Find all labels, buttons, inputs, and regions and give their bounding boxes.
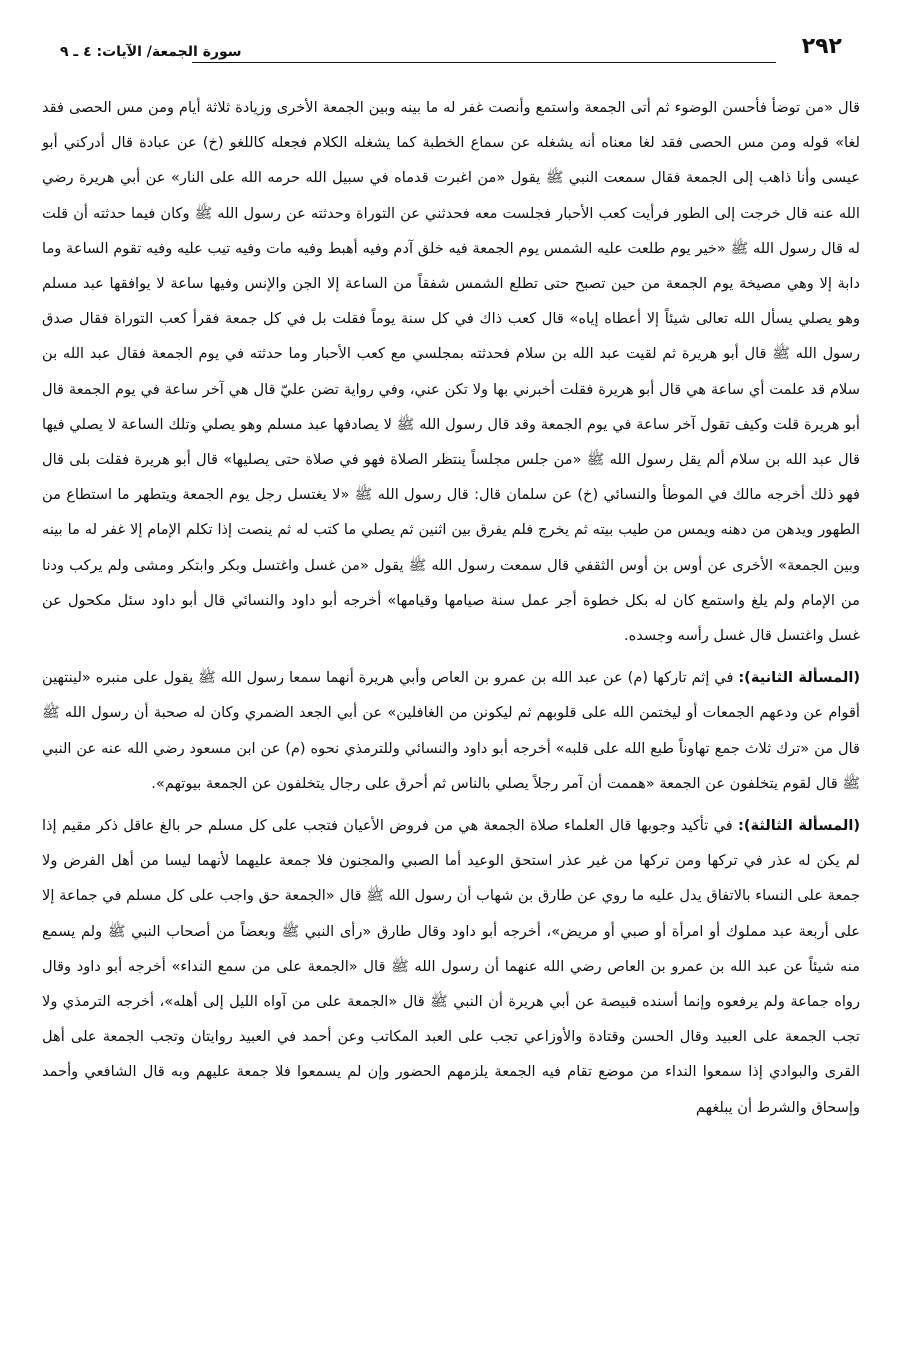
paragraph-text: في تأكيد وجوبها قال العلماء صلاة الجمعة هي من فروض الأعيان فتجب على كل مسلم حر بالغ عاقل ذكر مقيم إذا لم يكن له عذر في تركها ومن تركها من غير عذر استحق الوعيد أما الصبي والمجنون فلا جمعة عليهما لأنهما ليسا من أهل الفرض ولا جمعة على النساء بالاتفاق يدل عليه ما روي عن طارق بن شهاب أن رسول الله ﷺ قال «الجمعة حق واجب على كل مسلم في جماعة إلا على أربعة عبد مملوك أو امرأة أو صبي أو مريض»، أخرجه أبو داود وقال طارق «رأى النبي ﷺ وبعضاً من أصحاب النبي ﷺ ولم يسمع منه شيئاً عن عبد الله بن عمرو بن العاص رضي الله عنهما أن رسول الله ﷺ قال «الجمعة على من سمع النداء» أخرجه أبو داود وقال رواه جماعة ولم يرفعوه وإنما أسنده قبيصة عن أبي هريرة أن النبي ﷺ قال «الجمعة على من آواه الليل إلى أهله»، أخرجه الترمذي ولا تجب الجمعة على العبيد وقال الحسن وقتادة والأوزاعي تجب على العبد المكاتب وعن أحمد في العبيد روايتان وتجب الجمعة على أهل القرى والبوادي إذا سمعوا النداء من موضع تقام فيه الجمعة يلزمهم الحضور وإن لم يسمعوا فلا جمعة عليهم وبه قال الشافعي وأحمد وإسحاق والشرط أن يبلغهم [42,817,860,1116]
paragraph-second-issue [42,660,860,801]
running-head: سورة الجمعة/ الآيات: ٤ ـ ٩ [60,44,242,60]
paragraph-hadith-friday [42,90,860,653]
issue-heading: (المسألة الثالثة): [737,817,861,835]
page-header [42,30,860,68]
issue-heading: (المسألة الثانية): [738,669,861,687]
paragraph-third-issue [42,808,860,1125]
paragraph-text: في إثم تاركها (م) عن عبد الله بن عمرو بن العاص وأبي هريرة أنهما سمعا رسول الله ﷺ يقول على منبره «لينتهين أقوام عن ودعهم الجمعات أو ليختمن الله على قلوبهم ثم ليكونن من الغافلين» عن أبي الجعد الضمري وكان له صحبة أن رسول الله ﷺ قال من «ترك ثلاث جمع تهاوناً طبع الله على قلبه» أخرجه أبو داود والنسائي وللترمذي نحوه (م) عن ابن مسعود رضي الله عنه عن النبي ﷺ قال لقوم يتخلفون عن الجمعة «هممت أن آمر رجلاً يصلي بالناس ثم أحرق على رجال يتخلفون عن الجمعة بيوتهم». [42,669,860,792]
header-rule [192,62,776,63]
paragraph-text: قال «من توضأ فأحسن الوضوء ثم أتى الجمعة واستمع وأنصت غفر له ما بينه وبين الجمعة الأخرى وزيادة ثلاثة أيام ومن مس الحصى فقد لغا» قوله ومن مس الحصى فقد لغا معناه أنه يشغله عن سماع الخطبة كما يشغله الكلام فجعله كاللغو (خ) عن عبادة قال أدركني أبو عيسى وأنا ذاهب إلى الجمعة فقال سمعت النبي ﷺ يقول «من اغبرت قدماه في سبيل الله حرمه الله على النار» عن أبي هريرة رضي الله عنه قال خرجت إلى الطور فرأيت كعب الأحبار فجلست معه فحدثني عن التوراة وحدثته عن رسول الله ﷺ وكان فيما حدثته أن قلت له قال رسول الله ﷺ «خير يوم طلعت عليه الشمس يوم الجمعة فيه خلق آدم وفيه أهبط وفيه مات وفيه تيب عليه وفيه تقوم الساعة وما دابة إلا وهي مصيخة يوم الجمعة من حين تصبح حتى تطلع الشمس شفقاً من الساعة إلا الجن والإنس وفيها ساعة لا يوافقها عبد مسلم وهو يصلي يسأل الله تعالى شيئاً إلا أعطاه إياه» قال كعب ذاك في كل سنة يوماً فقلت بل في كل جمعة فقرأ كعب التوراة فقال صدق رسول الله ﷺ قال أبو هريرة ثم لقيت عبد الله بن سلام فحدثته بمجلسي مع كعب الأحبار وما حدثته في يوم الجمعة فقال عبد الله بن سلام قد علمت أي ساعة هي قال أبو هريرة فقلت أخبرني بها ولا تكن عني، وفي رواية تضن عليّ قال هي آخر ساعة في يوم الجمعة قال أبو هريرة قلت وكيف تقول آخر ساعة في يوم الجمعة وقد قال رسول الله ﷺ لا يصادفها عبد مسلم وهو يصلي وتلك الساعة لا يصلي فيها قال عبد الله بن سلام ألم يقل رسول الله ﷺ «من جلس مجلساً ينتظر الصلاة فهو في صلاة حتى يصليها» قال أبو هريرة فقلت بلى قال فهو ذلك أخرجه مالك في الموطأ والنسائي (خ) عن سلمان قال: قال رسول الله ﷺ «لا يغتسل رجل يوم الجمعة ويتطهر ما استطاع من الطهور ويدهن من دهنه ويمس من طيب بيته ثم يخرج فلم يفرق بين اثنين ثم يصلي ما كتب له ثم ينصت إذا تكلم الإمام إلا غفر له ما بينه وبين الجمعة» الأخرى عن أوس بن أوس الثقفي قال سمعت رسول الله ﷺ يقول «من غسل واغتسل وبكر وابتكر ومشى ولم يركب ودنا من الإمام ولم يلغ واستمع كان له بكل خطوة أجر عمل سنة صيامها وقيامها» أخرجه أبو داود والنسائي قال أبو داود سئل مكحول عن غسل واغتسل قال غسل رأسه وجسده. [42,99,860,645]
page-body [42,90,860,1125]
page-number: ٢٩٢ [801,34,842,59]
